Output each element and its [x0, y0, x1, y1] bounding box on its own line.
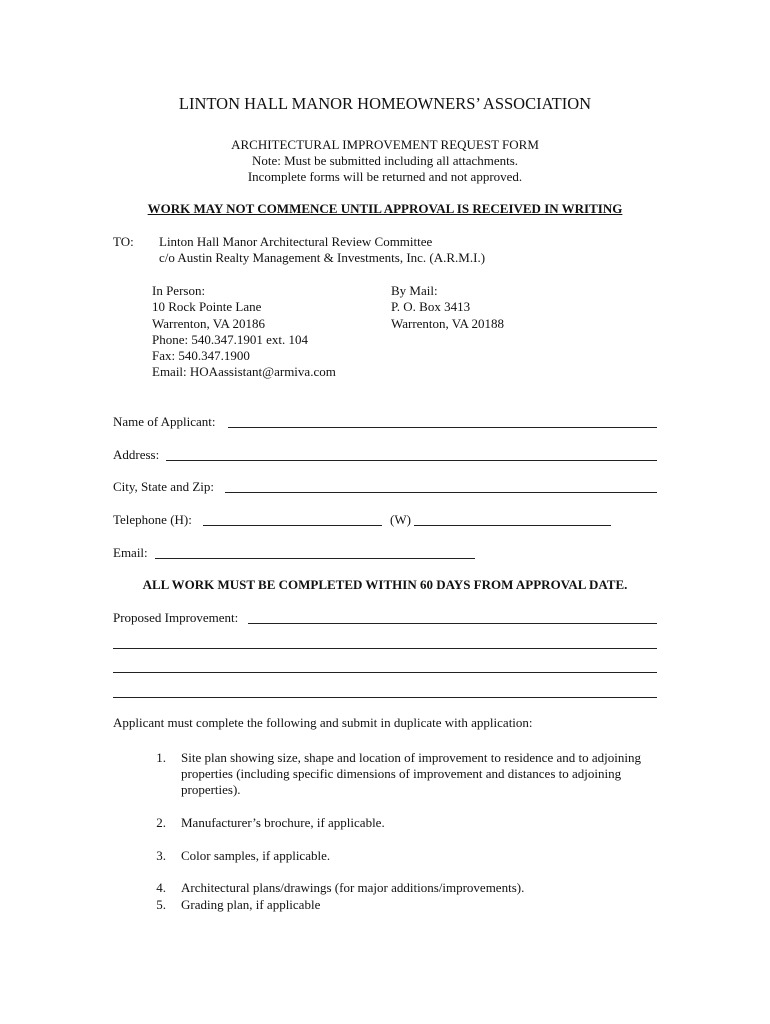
in-person-heading: In Person: [152, 283, 206, 298]
proposed-improvement-line[interactable] [113, 672, 657, 673]
list-item-text: Architectural plans/drawings (for major additions/improvements). [181, 880, 525, 895]
list-item-text: Site plan showing size, shape and location of improvement to residence and to adjoining properties (including specific dimensions of improvement and distances to adjoining properties). [181, 750, 641, 797]
list-item-number: 2. [156, 815, 166, 830]
list-item-text: Manufacturer’s brochure, if applicable. [181, 815, 385, 830]
completion-notice: ALL WORK MUST BE COMPLETED WITHIN 60 DAYS FROM APPROVAL DATE. [142, 577, 628, 592]
instructions-text: Applicant must complete the following and submit in duplicate with application: [113, 715, 533, 730]
submission-note: Note: Must be submitted including all attachments. [251, 153, 519, 168]
email-label: Email: [113, 545, 148, 560]
name-field[interactable] [228, 427, 657, 428]
incomplete-note: Incomplete forms will be returned and not approved. [247, 169, 523, 184]
address-label: Address: [113, 447, 160, 462]
form-title: ARCHITECTURAL IMPROVEMENT REQUEST FORM [231, 137, 539, 152]
list-item-number: 3. [156, 848, 166, 863]
list-item-text: Grading plan, if applicable [181, 897, 321, 912]
phone-work-label: (W) [390, 512, 411, 527]
in-person-street: 10 Rock Pointe Lane [152, 299, 262, 314]
in-person-email: Email: HOAassistant@armiva.com [152, 364, 336, 379]
email-field[interactable] [155, 558, 475, 559]
phone-home-label: Telephone (H): [113, 512, 192, 527]
proposed-improvement-line[interactable] [113, 648, 657, 649]
phone-work-field[interactable] [414, 525, 611, 526]
proposed-improvement-field[interactable] [248, 623, 657, 624]
association-title: LINTON HALL MANOR HOMEOWNERS’ ASSOCIATION [178, 94, 592, 113]
to-management: c/o Austin Realty Management & Investments, Inc. (A.R.M.I.) [159, 250, 486, 265]
list-item-text: Color samples, if applicable. [181, 848, 331, 863]
mail-box: P. O. Box 3413 [391, 299, 471, 314]
city-state-zip-field[interactable] [225, 492, 657, 493]
city-state-zip-label: City, State and Zip: [113, 479, 214, 494]
proposed-improvement-label: Proposed Improvement: [113, 610, 239, 625]
address-field[interactable] [166, 460, 657, 461]
mail-city: Warrenton, VA 20188 [391, 316, 504, 331]
list-item-number: 4. [156, 880, 166, 895]
phone-home-field[interactable] [203, 525, 382, 526]
list-item-number: 1. [156, 750, 166, 765]
to-committee: Linton Hall Manor Architectural Review Committee [159, 234, 433, 249]
in-person-fax: Fax: 540.347.1900 [152, 348, 250, 363]
mail-heading: By Mail: [391, 283, 438, 298]
to-label: TO: [113, 234, 134, 249]
list-item-number: 5. [156, 897, 166, 912]
proposed-improvement-line[interactable] [113, 697, 657, 698]
work-warning: WORK MAY NOT COMMENCE UNTIL APPROVAL IS RECEIVED IN WRITING [147, 201, 623, 216]
name-label: Name of Applicant: [113, 414, 216, 429]
in-person-city: Warrenton, VA 20186 [152, 316, 265, 331]
in-person-phone: Phone: 540.347.1901 ext. 104 [152, 332, 308, 347]
